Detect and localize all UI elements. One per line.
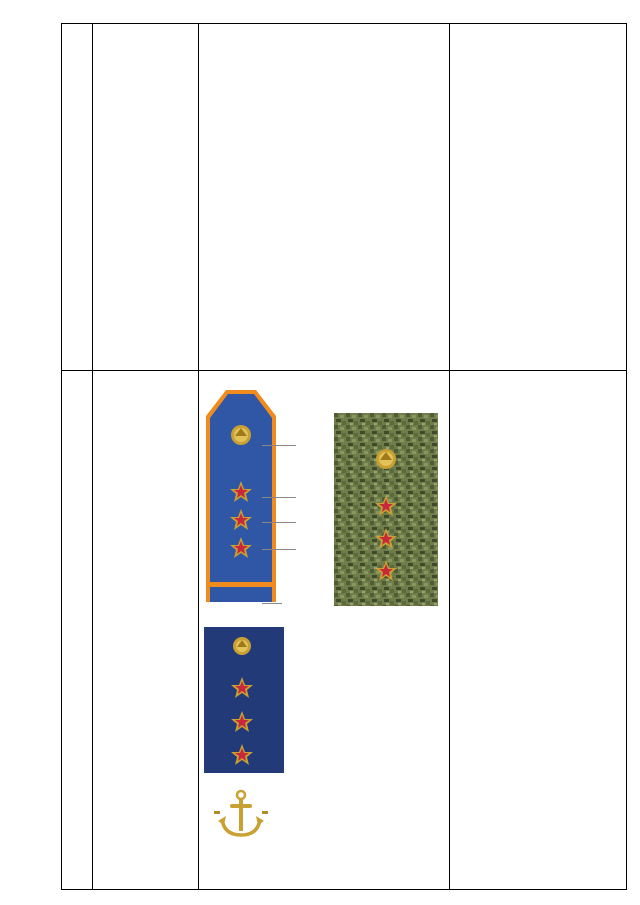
dimension-leader [262,445,296,446]
navy-shoulder-board [204,627,284,773]
table-border-right [626,23,627,890]
dimension-leader [262,522,296,523]
button-emblem-icon [231,425,251,445]
dimension-leader [262,549,296,550]
camouflage-shoulder-board [334,413,438,606]
table-col-divider [198,23,199,890]
table-border-top [61,23,627,24]
table-border-bottom [61,889,627,890]
table-border-left [61,23,62,890]
button-emblem-icon [233,637,251,655]
dimension-leader [262,603,282,604]
table-row-divider [61,370,627,371]
button-emblem-icon [376,449,396,469]
table-col-divider [449,23,450,890]
dimension-leader [262,497,296,498]
anchor-emblem-icon [214,789,268,841]
dress-shoulder-board [204,386,278,604]
table-col-divider [92,23,93,890]
